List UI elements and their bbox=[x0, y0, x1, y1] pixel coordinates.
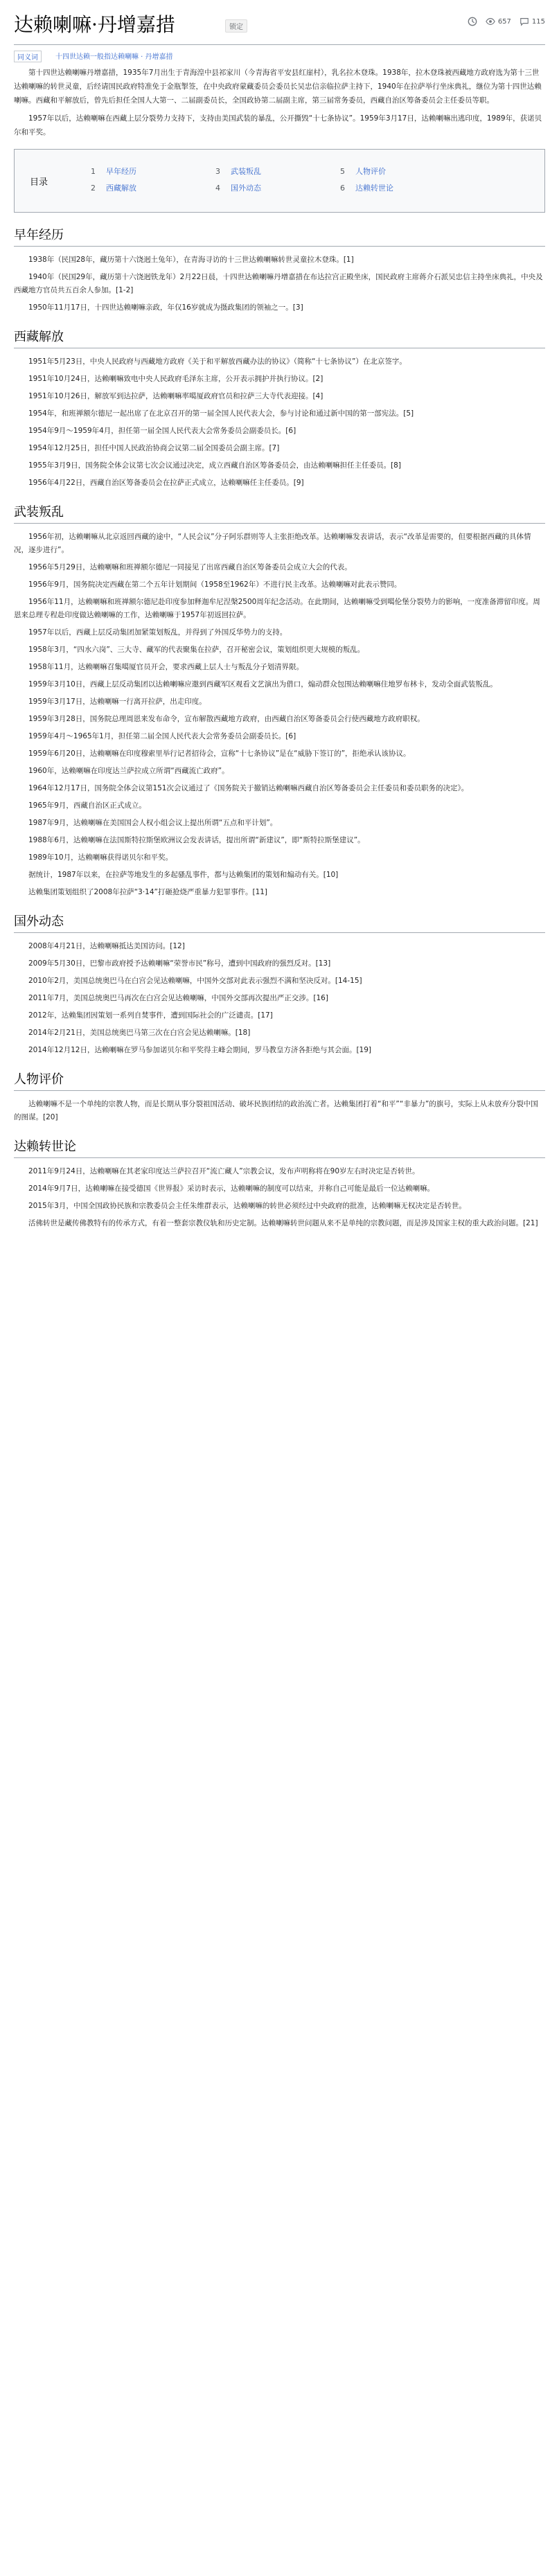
clock-icon bbox=[468, 17, 477, 26]
section-paragraph: 1950年11月17日，十四世达赖喇嘛亲政，年仅16岁就成为摄政集团的领袖之一。[3] bbox=[28, 303, 303, 312]
section-paragraph: 1987年9月，达赖喇嘛在美国国会人权小组会议上提出所谓“五点和平计划”。 bbox=[28, 819, 278, 827]
section-paragraph: 达赖喇嘛不是一个单纯的宗教人物，而是长期从事分裂祖国活动、破坏民族团结的政治流亡者。达赖集团打着“和平”“非暴力”的旗号，实际上从未放弃分裂中国的图谋。[20] bbox=[14, 1100, 538, 1121]
section bbox=[14, 327, 545, 490]
section bbox=[14, 1069, 545, 1124]
section-paragraph: 1951年10月26日，解放军到达拉萨，达赖喇嘛率噶厦政府官员和拉萨三大寺代表迎接。[4] bbox=[28, 392, 323, 400]
section-paragraph: 1959年4月～1965年1月，担任第二届全国人民代表大会常务委员会副委员长。[6] bbox=[28, 732, 296, 740]
section-heading: 西藏解放 bbox=[14, 327, 545, 348]
section-paragraph: 据统计，1987年以来，在拉萨等地发生的多起骚乱事件，都与达赖集团的策划和煽动有关。[10] bbox=[28, 871, 339, 879]
section-paragraph: 1954年，和班禅额尔德尼一起出席了在北京召开的第一届全国人民代表大会，参与讨论和通过新中国的第一部宪法。[5] bbox=[28, 409, 414, 418]
view-count[interactable] bbox=[486, 17, 511, 26]
section-paragraph: 1959年6月20日，达赖喇嘛在印度穆索里举行记者招待会，宣称“十七条协议”是在“威胁下签订的”，拒绝承认该协议。 bbox=[28, 749, 411, 758]
toc-item[interactable]: 3 武装叛乱 bbox=[215, 167, 261, 176]
synonym-tag[interactable]: 同义词 bbox=[14, 51, 42, 62]
toc-title: 目录 bbox=[30, 177, 48, 188]
section-heading: 人物评价 bbox=[14, 1069, 545, 1091]
section-paragraph: 1954年9月～1959年4月，担任第一届全国人民代表大会常务委员会副委员长。[6] bbox=[28, 427, 296, 435]
toc-column bbox=[340, 163, 393, 197]
section-paragraph: 1959年3月17日，达赖喇嘛一行离开拉萨，出走印度。 bbox=[28, 698, 206, 706]
section-paragraph: 2011年9月24日，达赖喇嘛在其老家印度达兰萨拉召开“流亡藏人”宗教会议，发布声明称将在90岁左右时决定是否转世。 bbox=[28, 1167, 420, 1175]
section-paragraph: 2014年12月12日，达赖喇嘛在罗马参加诺贝尔和平奖得主峰会期间，罗马教皇方济各拒绝与其会面。[19] bbox=[28, 1046, 371, 1054]
section bbox=[14, 502, 545, 899]
section-paragraph: 1959年3月28日，国务院总理周恩来发布命令，宣布解散西藏地方政府，由西藏自治区筹备委员会行使西藏地方政府职权。 bbox=[28, 715, 425, 723]
toc-item[interactable]: 2 西藏解放 bbox=[91, 184, 136, 193]
section-paragraph: 2008年4月21日，达赖喇嘛抵达美国访问。[12] bbox=[28, 942, 185, 950]
section-paragraph: 1958年11月，达赖喇嘛召集噶厦官员开会，要求西藏上层人士与叛乱分子划清界限。 bbox=[28, 663, 304, 671]
comment-count-value: 115 bbox=[531, 17, 545, 26]
section-heading: 早年经历 bbox=[14, 225, 545, 247]
lock-badge[interactable]: 锁定 bbox=[225, 19, 247, 33]
section-paragraph: 2012年，达赖集团因策划一系列自焚事件，遭到国际社会的广泛谴责。[17] bbox=[28, 1011, 273, 1020]
breadcrumb[interactable]: 十四世达赖一般指达赖喇嘛 · 丹增嘉措 bbox=[55, 53, 173, 61]
section-heading: 国外动态 bbox=[14, 912, 545, 933]
toc-column bbox=[91, 163, 136, 197]
section-paragraph: 1958年3月，“四水六岗”、三大寺、藏军的代表聚集在拉萨，召开秘密会议，策划组织更大规模的叛乱。 bbox=[28, 646, 365, 654]
toc-item[interactable]: 6 达赖转世论 bbox=[340, 184, 393, 193]
intro bbox=[14, 66, 545, 139]
section bbox=[14, 1137, 545, 1230]
toc-column bbox=[215, 163, 261, 197]
section-heading: 武装叛乱 bbox=[14, 502, 545, 524]
subnav bbox=[14, 45, 545, 66]
article-body bbox=[14, 225, 545, 1230]
section-paragraph: 1960年，达赖喇嘛在印度达兰萨拉成立所谓“西藏流亡政府”。 bbox=[28, 767, 229, 775]
section-paragraph: 1951年10月24日，达赖喇嘛致电中央人民政府毛泽东主席，公开表示拥护并执行协议。[2] bbox=[28, 375, 323, 383]
section-paragraph: 1954年12月25日，担任中国人民政治协商会议第二届全国委员会副主席。[7] bbox=[28, 444, 280, 452]
view-count-value: 657 bbox=[497, 17, 511, 26]
section-paragraph: 2011年7月，美国总统奥巴马再次在白宫会见达赖喇嘛，中国外交部再次提出严正交涉。[16] bbox=[28, 994, 328, 1002]
section-paragraph: 1989年10月，达赖喇嘛获得诺贝尔和平奖。 bbox=[28, 853, 173, 862]
history-button[interactable] bbox=[468, 17, 477, 26]
section-paragraph: 1959年3月10日，西藏上层反动集团以达赖喇嘛应邀到西藏军区观看文艺演出为借口，煽动群众包围达赖喇嘛住地罗布林卡，发动全面武装叛乱。 bbox=[28, 680, 497, 689]
section-heading: 达赖转世论 bbox=[14, 1137, 545, 1158]
section-paragraph: 1956年9月，国务院决定西藏在第二个五年计划期间（1958至1962年）不进行民主改革。达赖喇嘛对此表示赞同。 bbox=[28, 580, 402, 589]
section-paragraph: 1955年3月9日，国务院全体会议第七次会议通过决定，成立西藏自治区筹备委员会，由达赖喇嘛担任主任委员。[8] bbox=[28, 461, 401, 470]
section-paragraph: 2010年2月，美国总统奥巴马在白宫会见达赖喇嘛，中国外交部对此表示强烈不满和坚决反对。[14-15] bbox=[28, 977, 362, 985]
section-paragraph: 1956年5月29日，达赖喇嘛和班禅额尔德尼一同接见了出席西藏自治区筹备委员会成立大会的代表。 bbox=[28, 563, 352, 571]
section-paragraph: 1965年9月，西藏自治区正式成立。 bbox=[28, 801, 146, 810]
page-title: 达赖喇嘛·丹增嘉措 bbox=[14, 13, 175, 36]
toc-item[interactable]: 4 国外动态 bbox=[215, 184, 261, 193]
section-paragraph: 1956年11月，达赖喇嘛和班禅额尔德尼赴印度参加释迦牟尼涅槃2500周年纪念活动。在此期间，达赖喇嘛受到噶伦堡分裂势力的影响，一度准备滞留印度。周恩来总理专程赴印度做达赖喇嘛的工作，达赖喇嘛于1957年初返回拉萨。 bbox=[14, 598, 540, 619]
section bbox=[14, 912, 545, 1057]
section-paragraph: 2014年9月7日，达赖喇嘛在接受德国《世界报》采访时表示，达赖喇嘛的制度可以结束，并称自己可能是最后一位达赖喇嘛。 bbox=[28, 1184, 435, 1193]
section-paragraph: 1988年6月，达赖喇嘛在法国斯特拉斯堡欧洲议会发表讲话，提出所谓“新建议”，即“斯特拉斯堡建议”。 bbox=[28, 836, 365, 844]
comment-icon bbox=[520, 17, 529, 26]
section-paragraph: 1938年（民国28年，藏历第十六饶迥土兔年），在青海寻访的十三世达赖喇嘛转世灵童拉木登珠。[1] bbox=[28, 256, 354, 264]
section bbox=[14, 225, 545, 314]
section-paragraph: 达赖集团策划组织了2008年拉萨“3·14”打砸抢烧严重暴力犯罪事件。[11] bbox=[28, 888, 268, 896]
toc-item[interactable]: 1 早年经历 bbox=[91, 167, 136, 176]
header-tools bbox=[468, 17, 545, 26]
section-paragraph: 1951年5月23日，中央人民政府与西藏地方政府《关于和平解放西藏办法的协议》（简称“十七条协议”）在北京签字。 bbox=[28, 357, 407, 366]
eye-icon bbox=[486, 17, 495, 26]
article-header bbox=[14, 0, 545, 45]
table-of-contents bbox=[14, 149, 545, 213]
toc-item[interactable]: 5 人物评价 bbox=[340, 167, 386, 176]
section-paragraph: 1956年4月22日，西藏自治区筹备委员会在拉萨正式成立，达赖喇嘛任主任委员。[9] bbox=[28, 479, 304, 487]
intro-paragraph: 1957年以后，达赖喇嘛在西藏上层分裂势力支持下，支持由美国武装的暴乱，公开撕毁“十七条协议”。1959年3月17日，达赖喇嘛出逃印度，1989年，获诺贝尔和平奖。 bbox=[14, 114, 542, 136]
section-paragraph: 2009年5月30日，巴黎市政府授予达赖喇嘛“荣誉市民”称号，遭到中国政府的强烈反对。[13] bbox=[28, 959, 331, 968]
section-paragraph: 2014年2月21日，美国总统奥巴马第三次在白宫会见达赖喇嘛。[18] bbox=[28, 1029, 251, 1037]
comment-count[interactable] bbox=[520, 17, 545, 26]
section-paragraph: 1940年（民国29年，藏历第十六饶迥铁龙年）2月22日晨，十四世达赖喇嘛丹增嘉措在布达拉宫正殿坐床，国民政府主席蒋介石派吴忠信主持坐床典礼，中央及西藏地方官员共五百余人参加。[1-2] bbox=[14, 273, 543, 294]
intro-paragraph: 第十四世达赖喇嘛丹增嘉措，1935年7月出生于青海湟中县祁家川（今青海省平安县红崖村），乳名拉木登珠。1938年，拉木登珠被西藏地方政府选为第十三世达赖喇嘛的转世灵童，后经请国民政府特准免于金瓶掣签，在中央政府蒙藏委员会委员长吴忠信亲临拉萨主持下，1940年在拉萨举行坐床典礼，继位为第十四世达赖喇嘛。西藏和平解放后，曾先后担任全国人大第一、二届副委员长，全国政协第二届副主席，第三届常务委员，西藏自治区筹备委员会主任委员等职。 bbox=[14, 69, 542, 105]
section-paragraph: 2015年3月，中国全国政协民族和宗教委员会主任朱维群表示，达赖喇嘛的转世必须经过中央政府的批准，达赖喇嘛无权决定是否转世。 bbox=[28, 1202, 466, 1210]
section-paragraph: 1957年以后，西藏上层反动集团加紧策划叛乱，并得到了外国反华势力的支持。 bbox=[28, 628, 287, 637]
section-paragraph: 活佛转世是藏传佛教特有的传承方式，有着一整套宗教仪轨和历史定制。达赖喇嘛转世问题从来不是单纯的宗教问题，而是涉及国家主权的重大政治问题。[21] bbox=[28, 1219, 538, 1227]
section-paragraph: 1964年12月17日，国务院全体会议第151次会议通过了《国务院关于撤销达赖喇嘛西藏自治区筹备委员会主任委员和委员职务的决定》。 bbox=[28, 784, 469, 792]
section-paragraph: 1956年初，达赖喇嘛从北京返回西藏的途中，“人民会议”分子阿乐群则等人主张拒绝改革。达赖喇嘛发表讲话，表示“改革是需要的，但要根据西藏的具体情况，逐步进行”。 bbox=[14, 533, 531, 554]
